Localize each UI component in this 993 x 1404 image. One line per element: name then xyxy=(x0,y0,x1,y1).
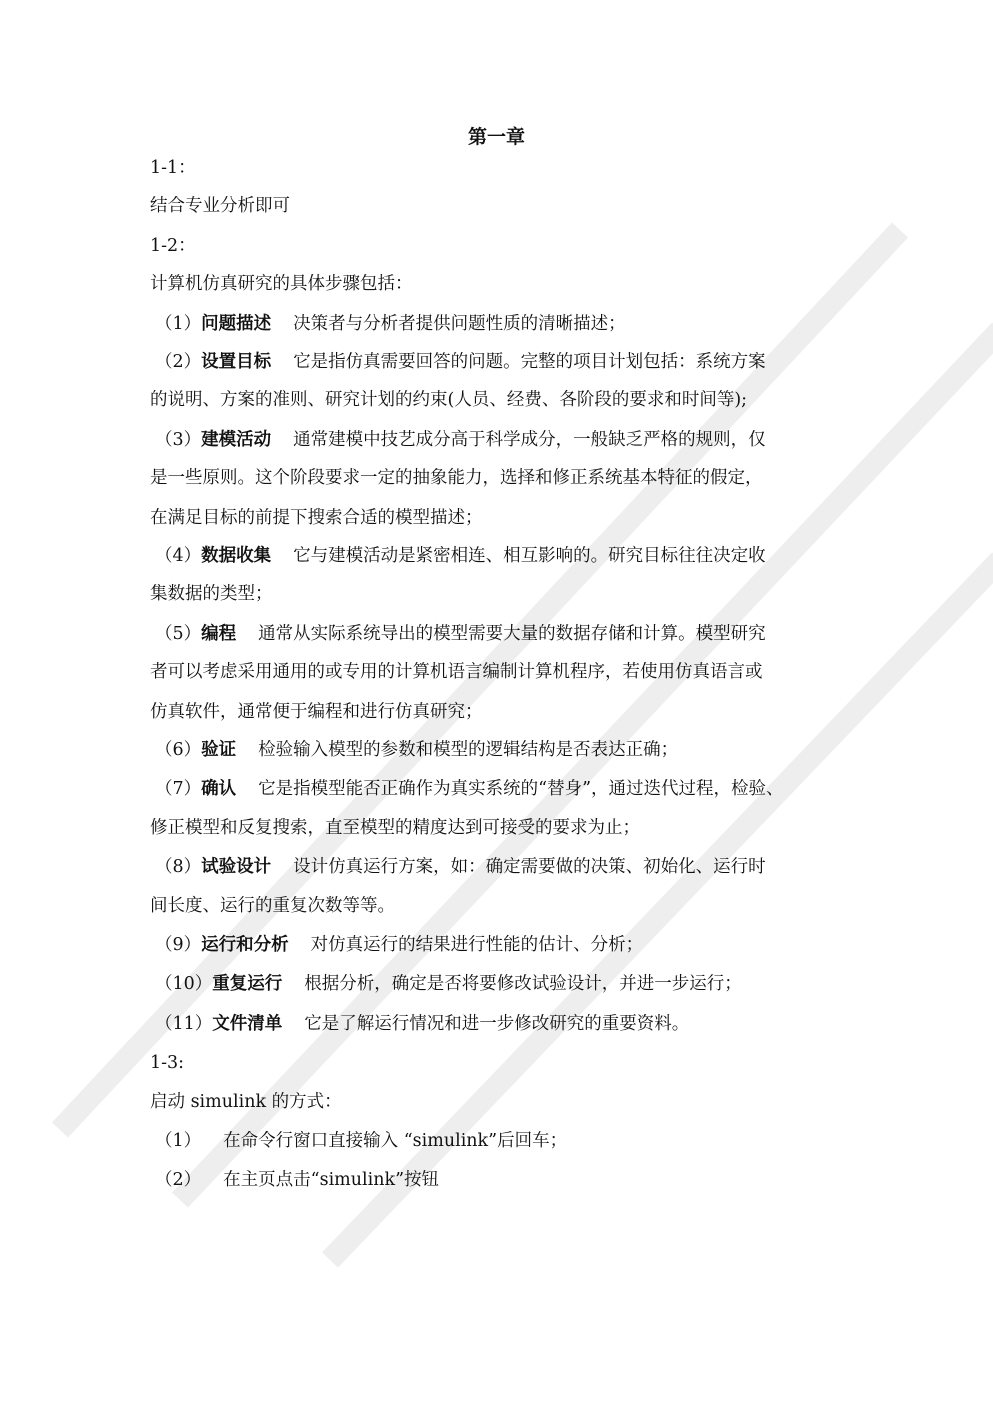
method-1 xyxy=(155,1129,855,1153)
step-text-continued: 是一些原则。这个阶段要求一定的抽象能力，选择和修正系统基本特征的假定， xyxy=(150,468,763,488)
method-text: 在命令行窗口直接输入 “simulink”后回车； xyxy=(223,1131,568,1151)
step-3 xyxy=(155,428,855,452)
section-1-2-intro: 计算机仿真研究的具体步骤包括： xyxy=(150,274,413,294)
step-term: 问题描述 xyxy=(201,314,272,334)
step-text: 设计仿真运行方案，如：确定需要做的决策、初始化、运行时 xyxy=(293,857,766,877)
step-text-continued: 的说明、方案的准则、研究计划的约束(人员、经费、各阶段的要求和时间等); xyxy=(150,390,748,410)
step-text: 它是指仿真需要回答的问题。完整的项目计划包括：系统方案 xyxy=(293,352,766,372)
step-term: 验证 xyxy=(201,740,237,760)
step-term: 建模活动 xyxy=(201,430,272,450)
section-1-2-label: 1-2： xyxy=(150,236,196,256)
step-5 xyxy=(155,622,855,646)
step-term: 文件清单 xyxy=(212,1014,283,1034)
step-text: 通常建模中技艺成分高于科学成分，一般缺乏严格的规则，仅 xyxy=(293,430,766,450)
step-text-continued: 间长度、运行的重复次数等等。 xyxy=(150,896,395,916)
section-1-3-label: 1-3: xyxy=(150,1053,185,1073)
section-1-3-intro: 启动 simulink 的方式： xyxy=(150,1092,342,1112)
step-term: 重复运行 xyxy=(212,974,283,994)
step-number: （3） xyxy=(155,430,202,450)
step-term: 运行和分析 xyxy=(201,935,289,955)
method-text: 在主页点击“simulink”按钮 xyxy=(223,1170,440,1190)
step-7 xyxy=(155,777,855,801)
step-number: （1） xyxy=(155,314,202,334)
step-term: 确认 xyxy=(201,779,237,799)
step-4 xyxy=(155,544,855,568)
step-number: （11） xyxy=(155,1014,213,1034)
step-term: 设置目标 xyxy=(201,352,272,372)
step-term: 编程 xyxy=(201,624,237,644)
step-text-continued: 在满足目标的前提下搜索合适的模型描述； xyxy=(150,508,483,528)
step-11 xyxy=(155,1012,855,1036)
step-number: （7） xyxy=(155,779,202,799)
step-number: （8） xyxy=(155,857,202,877)
step-number: （9） xyxy=(155,935,202,955)
step-text-continued: 集数据的类型； xyxy=(150,584,273,604)
step-number: （6） xyxy=(155,740,202,760)
step-text: 决策者与分析者提供问题性质的清晰描述； xyxy=(293,314,626,334)
method-number: （2） xyxy=(155,1170,202,1190)
step-term: 数据收集 xyxy=(201,546,272,566)
step-10 xyxy=(155,972,855,996)
step-number: （2） xyxy=(155,352,202,372)
step-1 xyxy=(155,312,855,336)
step-text: 它是指模型能否正确作为真实系统的“替身”，通过迭代过程，检验、 xyxy=(258,779,784,799)
step-8 xyxy=(155,855,855,879)
step-text: 检验输入模型的参数和模型的逻辑结构是否表达正确； xyxy=(258,740,679,760)
step-number: （4） xyxy=(155,546,202,566)
step-text-continued: 修正模型和反复搜索，直至模型的精度达到可接受的要求为止； xyxy=(150,818,640,838)
step-text: 它与建模活动是紧密相连、相互影响的。研究目标往往决定收 xyxy=(293,546,766,566)
chapter-title: 第一章 xyxy=(467,126,525,148)
step-text: 对仿真运行的结果进行性能的估计、分析； xyxy=(310,935,644,955)
section-1-1-label: 1-1： xyxy=(150,158,196,178)
step-2 xyxy=(155,350,855,374)
step-text-continued: 者可以考虑采用通用的或专用的计算机语言编制计算机程序，若使用仿真语言或 xyxy=(150,662,763,682)
step-text: 通常从实际系统导出的模型需要大量的数据存储和计算。模型研究 xyxy=(258,624,766,644)
step-number: （10） xyxy=(155,974,213,994)
step-number: （5） xyxy=(155,624,202,644)
section-1-1-text: 结合专业分析即可 xyxy=(150,196,290,216)
step-6 xyxy=(155,738,855,762)
step-9 xyxy=(155,933,855,957)
step-text-continued: 仿真软件，通常便于编程和进行仿真研究； xyxy=(150,702,483,722)
step-text: 它是了解运行情况和进一步修改研究的重要资料。 xyxy=(304,1014,690,1034)
step-term: 试验设计 xyxy=(201,857,272,877)
method-2 xyxy=(155,1168,855,1192)
method-number: （1） xyxy=(155,1131,202,1151)
step-text: 根据分析，确定是否将要修改试验设计，并进一步运行； xyxy=(304,974,742,994)
